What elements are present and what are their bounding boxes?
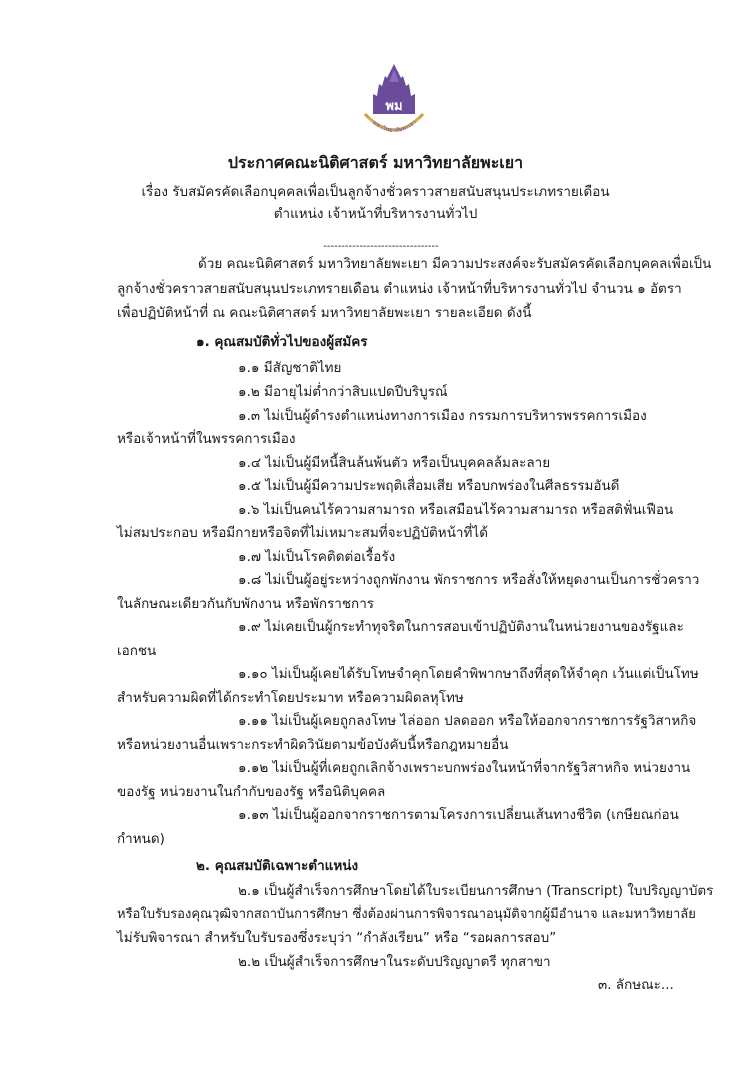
announcement-position: ตำแหน่ง เจ้าหน้าที่บริหารงานทั่วไป bbox=[273, 206, 478, 222]
section-heading: ๒. คุณสมบัติเฉพาะตำแหน่ง bbox=[196, 858, 359, 874]
list-item-continuation: หรือใบรับรองคุณวุฒิจากสถาบันการศึกษา ซึ่งต้องผ่านการพิจารณาอนุมัติจากผู้มีอำนาจ และมหาวิทยาลัย bbox=[117, 907, 696, 922]
university-logo bbox=[359, 62, 429, 144]
list-item: ๑.๔ ไม่เป็นผู้มีหนี้สินล้นพ้นตัว หรือเป็นบุคคลล้มละลาย bbox=[238, 455, 551, 471]
continuation-marker: ๓. ลักษณะ... bbox=[598, 977, 674, 993]
svg-text:มหาวิทยาลัยพะเยา bbox=[371, 118, 418, 134]
list-item: ๑.๘ ไม่เป็นผู้อยู่ระหว่างถูกพักงาน พักราชการ หรือสั่งให้หยุดงานเป็นการชั่วคราว bbox=[238, 572, 700, 588]
list-item: ๑.๖ ไม่เป็นคนไร้ความสามารถ หรือเสมือนไร้ความสามารถ หรือสติฟั่นเฟือน bbox=[238, 502, 674, 518]
list-item: ๑.๙ ไม่เคยเป็นผู้กระทำทุจริตในการสอบเข้าปฏิบัติงานในหน่วยงานของรัฐและ bbox=[238, 619, 684, 635]
list-item: ๒.๒ เป็นผู้สำเร็จการศึกษาในระดับปริญญาตรี ทุกสาขา bbox=[238, 954, 551, 970]
list-item-continuation: หรือหน่วยงานอื่นเพราะกระทำผิดวินัยตามข้อบังคับนี้หรือกฎหมายอื่น bbox=[117, 737, 509, 753]
section-heading: ๑. คุณสมบัติทั่วไปของผู้สมัคร bbox=[196, 334, 368, 350]
list-item: ๑.๒ มีอายุไม่ต่ำกว่าสิบแปดปีบริบูรณ์ bbox=[238, 384, 448, 400]
list-item-continuation: หรือเจ้าหน้าที่ในพรรคการเมือง bbox=[117, 431, 296, 447]
list-item-continuation: สำหรับความผิดที่ได้กระทำโดยประมาท หรือความผิดลหุโทษ bbox=[117, 690, 464, 706]
list-item-continuation: เอกชน bbox=[117, 643, 157, 659]
intro-line: ลูกจ้างชั่วคราวสายสนับสนุนประเภทรายเดือน ตำแหน่ง เจ้าหน้าที่บริหารงานทั่วไป จำนวน ๑ อัตรา bbox=[117, 281, 682, 297]
list-item: ๑.๑๐ ไม่เป็นผู้เคยได้รับโทษจำคุกโดยคำพิพากษาถึงที่สุดให้จำคุก เว้นแต่เป็นโทษ bbox=[238, 666, 699, 682]
list-item: ๑.๑๒ ไม่เป็นผู้ที่เคยถูกเลิกจ้างเพราะบกพร่องในหน้าที่จากรัฐวิสาหกิจ หน่วยงาน bbox=[238, 760, 691, 776]
announcement-title: ประกาศคณะนิติศาสตร์ มหาวิทยาลัยพะเยา bbox=[227, 153, 524, 172]
announcement-subject: เรื่อง รับสมัครคัดเลือกบุคคลเพื่อเป็นลูกจ้างชั่วคราวสายสนับสนุนประเภทรายเดือน bbox=[141, 184, 610, 200]
list-item: ๒.๑ เป็นผู้สำเร็จการศึกษาโดยได้ใบระเบียนการศึกษา (Transcript) ใบปริญญาบัตร bbox=[238, 883, 714, 899]
list-item: ๑.๑๓ ไม่เป็นผู้ออกจากราชการตามโครงการเปลี่ยนเส้นทางชีวิต (เกษียณก่อน bbox=[238, 807, 679, 823]
list-item: ๑.๕ ไม่เป็นผู้มีความประพฤติเสื่อมเสีย หรือบกพร่องในศีลธรรมอันดี bbox=[238, 478, 620, 494]
intro-line: ด้วย คณะนิติศาสตร์ มหาวิทยาลัยพะเยา มีความประสงค์จะรับสมัครคัดเลือกบุคคลเพื่อเป็น bbox=[198, 256, 712, 272]
list-item-continuation: ของรัฐ หน่วยงานในกำกับของรัฐ หรือนิติบุคคล bbox=[117, 784, 386, 800]
svg-text:พม: พม bbox=[385, 99, 403, 114]
list-item-continuation: กำหนด) bbox=[117, 831, 165, 847]
list-item: ๑.๗ ไม่เป็นโรคติดต่อเรื้อรัง bbox=[238, 549, 396, 565]
list-item: ๑.๑๑ ไม่เป็นผู้เคยถูกลงโทษ ไล่ออก ปลดออก หรือให้ออกจากราชการรัฐวิสาหกิจ bbox=[238, 713, 697, 729]
intro-line: เพื่อปฏิบัติหน้าที่ ณ คณะนิติศาสตร์ มหาวิทยาลัยพะเยา รายละเอียด ดังนี้ bbox=[117, 305, 532, 321]
list-item-continuation: ไม่สมประกอบ หรือมีกายหรือจิตที่ไม่เหมาะสมที่จะปฏิบัติหน้าที่ได้ bbox=[117, 525, 488, 541]
divider-line: -------------------------------- bbox=[323, 241, 439, 252]
logo-text: มหาวิทยาลัยพะเยา bbox=[371, 118, 418, 135]
list-item: ๑.๑ มีสัญชาติไทย bbox=[238, 360, 342, 376]
list-item-continuation: ไม่รับพิจารณา สำหรับใบรับรองซึ่งระบุว่า “กำลังเรียน” หรือ “รอผลการสอบ” bbox=[117, 930, 557, 946]
list-item-continuation: ในลักษณะเดียวกันกับพักงาน หรือพักราชการ bbox=[117, 596, 375, 612]
list-item: ๑.๓ ไม่เป็นผู้ดำรงตำแหน่งทางการเมือง กรรมการบริหารพรรคการเมือง bbox=[238, 408, 647, 424]
